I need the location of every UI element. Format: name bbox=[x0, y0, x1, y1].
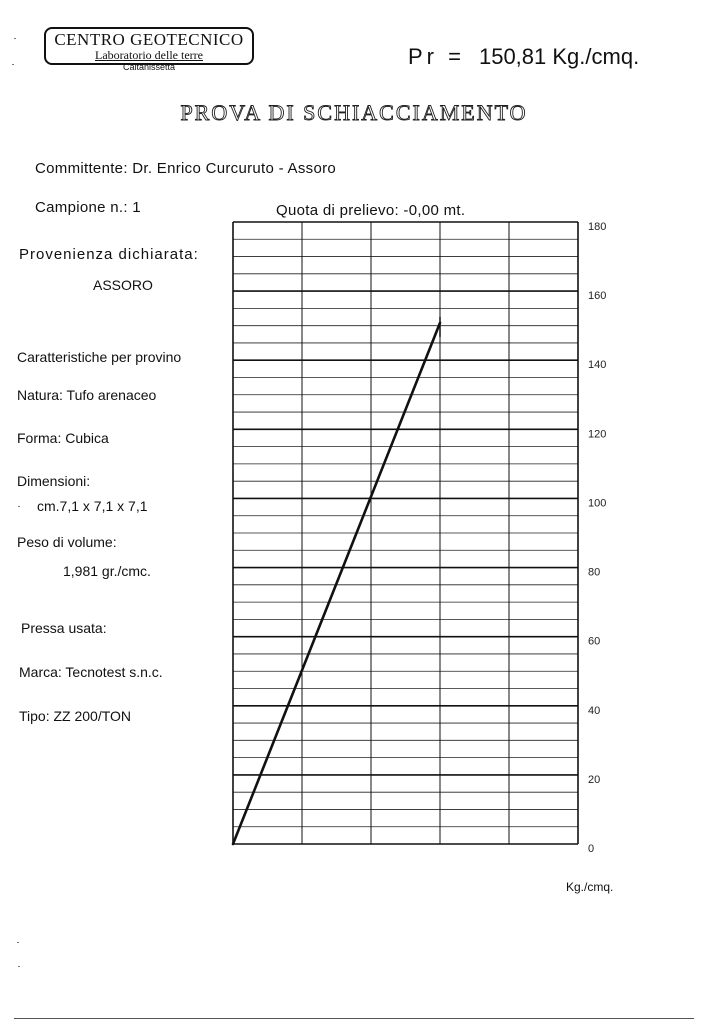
chart-series bbox=[233, 317, 440, 844]
chart-y-ticks bbox=[588, 221, 606, 855]
lab-subtitle: Laboratorio delle terre bbox=[95, 48, 203, 62]
series-line bbox=[233, 323, 440, 844]
bottom-rule bbox=[14, 1018, 694, 1019]
chart-grid-minor bbox=[233, 239, 578, 826]
pr-value: 150,81 Kg./cmq. bbox=[478, 44, 640, 69]
y-axis-unit: Kg./cmq. bbox=[566, 880, 614, 894]
pressa-label: Pressa usata: bbox=[21, 620, 107, 636]
lab-name: CENTRO GEOTECNICO bbox=[54, 30, 244, 49]
lab-city: Caltanissetta bbox=[122, 62, 176, 72]
campione: Campione n.: 1 bbox=[35, 199, 141, 216]
committente: Committente: Dr. Enrico Curcuruto - Assoro bbox=[35, 160, 337, 177]
page-title: PROVA DI SCHIACCIAMENTO bbox=[180, 100, 528, 125]
y-tick-label: 120 bbox=[588, 428, 607, 441]
y-tick-label: 20 bbox=[588, 773, 601, 786]
dimensioni-value: cm.7,1 x 7,1 x 7,1 bbox=[37, 498, 148, 514]
peso-value: 1,981 gr./cmc. bbox=[63, 563, 151, 579]
quota-prelievo: Quota di prelievo: -0,00 mt. bbox=[276, 202, 466, 219]
tipo: Tipo: ZZ 200/TON bbox=[19, 708, 132, 724]
y-tick-label: 100 bbox=[588, 497, 607, 510]
marca: Marca: Tecnotest s.n.c. bbox=[19, 664, 163, 680]
y-tick-label: 180 bbox=[588, 221, 607, 233]
provenienza-label: Provenienza dichiarata: bbox=[19, 246, 199, 263]
y-tick-label: 140 bbox=[588, 359, 607, 372]
dimensioni-label: Dimensioni: bbox=[17, 473, 91, 489]
y-tick-label: 60 bbox=[588, 635, 601, 648]
natura: Natura: Tufo arenaceo bbox=[17, 387, 157, 403]
provenienza-value: ASSORO bbox=[93, 277, 153, 293]
y-tick-label: 160 bbox=[588, 290, 607, 303]
forma: Forma: Cubica bbox=[17, 430, 109, 446]
y-tick-label: 80 bbox=[588, 566, 601, 579]
y-tick-label: 0 bbox=[588, 843, 595, 855]
peso-label: Peso di volume: bbox=[17, 534, 117, 550]
caratteristiche-heading: Caratteristiche per provino bbox=[17, 349, 182, 365]
pr-label: Pr = bbox=[408, 44, 465, 69]
y-tick-label: 40 bbox=[588, 704, 601, 717]
